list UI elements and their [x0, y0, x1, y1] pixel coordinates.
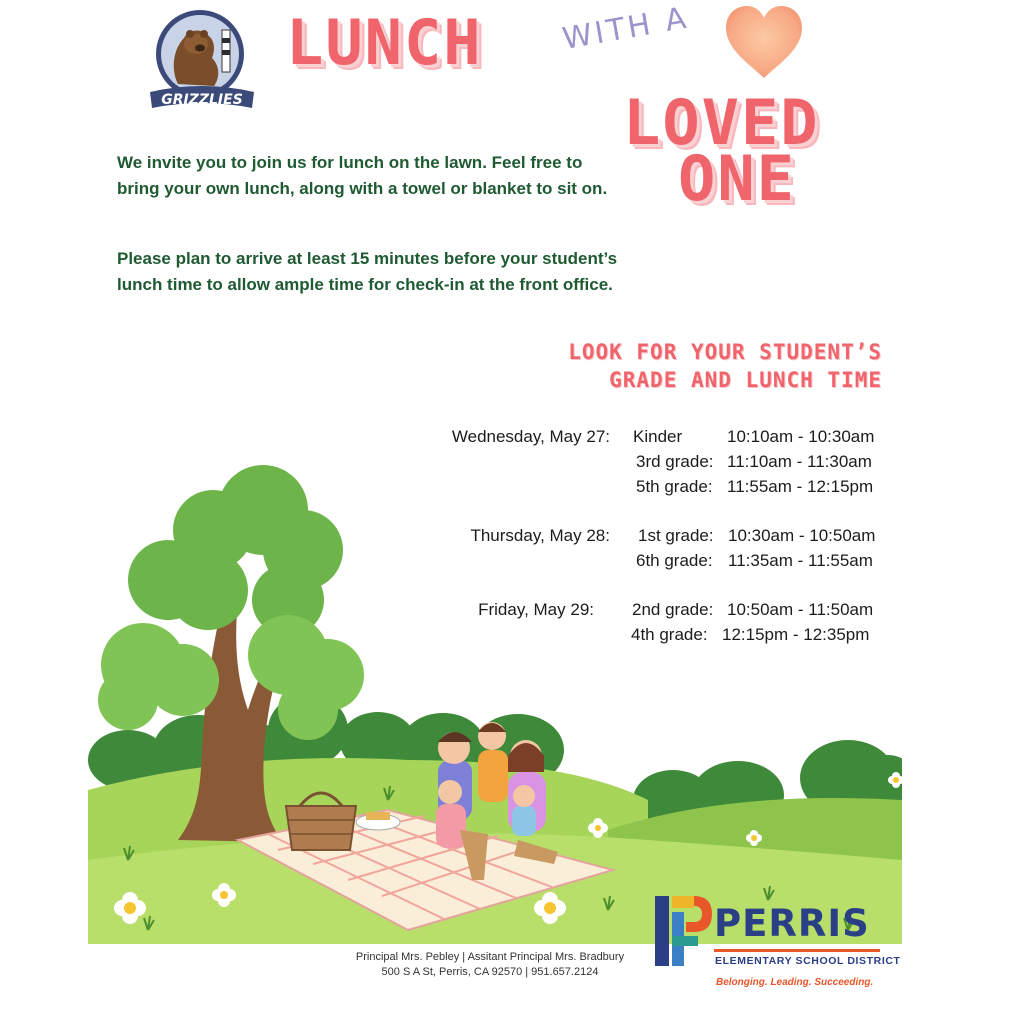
- schedule-grade: 4th grade:: [631, 625, 708, 644]
- schedule-heading-line-1: LOOK FOR YOUR STUDENT’S: [568, 340, 882, 364]
- schedule-time: 11:55am - 12:15pm: [727, 477, 874, 496]
- schedule-grade: 5th grade:: [636, 477, 713, 496]
- schedule-time: 10:10am - 10:30am: [727, 427, 875, 446]
- title-loved: LOVED: [623, 86, 820, 159]
- title-with-a: WITH A: [559, 0, 692, 57]
- schedule-time: 11:35am - 11:55am: [728, 551, 873, 570]
- heart-icon: [722, 2, 806, 82]
- footer-staff: Principal Mrs. Pebley | Assitant Principal Mrs. Bradbury: [355, 951, 625, 963]
- intro-paragraph-2: Please plan to arrive at least 15 minutes before your student’s lunch time to allow ample time for check-in at the front office.: [117, 249, 618, 294]
- schedule-time: 10:50am - 11:50am: [727, 600, 874, 619]
- logo-text: GRIZZLIES: [161, 92, 243, 108]
- district-tagline: Belonging. Leading. Succeeding.: [716, 977, 874, 988]
- schedule-grade: 3rd grade:: [636, 452, 714, 471]
- schedule-time: 12:15pm - 12:35pm: [722, 625, 870, 644]
- perris-p-logo: [652, 892, 714, 968]
- schedule-day-friday: Friday, May 29:: [478, 600, 594, 619]
- picnic-scene: [88, 460, 902, 944]
- district-divider: [714, 949, 880, 952]
- schedule-grade: 6th grade:: [636, 551, 713, 570]
- schedule-heading-line-2: GRADE AND LUNCH TIME: [609, 368, 882, 392]
- title-one: ONE: [678, 142, 796, 215]
- schedule-grade: 1st grade:: [638, 526, 714, 545]
- district-subtitle: ELEMENTARY SCHOOL DISTRICT: [715, 955, 901, 967]
- schedule-grade: 2nd grade:: [632, 600, 714, 619]
- district-name: PERRIS: [714, 902, 870, 945]
- grizzlies-logo: [148, 8, 256, 112]
- footer-address: 500 S A St, Perris, CA 92570 | 951.657.2124: [381, 966, 599, 978]
- schedule-time: 11:10am - 11:30am: [727, 452, 872, 471]
- intro-paragraph-1: We invite you to join us for lunch on the lawn. Feel free to bring your own lunch, along with a towel or blanket to sit on.: [117, 153, 608, 198]
- schedule-day-wednesday: Wednesday, May 27:: [451, 427, 610, 446]
- schedule-grade: Kinder: [633, 427, 683, 446]
- schedule-time: 10:30am - 10:50am: [728, 526, 876, 545]
- schedule-day-thursday: Thursday, May 28:: [470, 526, 610, 545]
- title-lunch: LUNCH: [286, 6, 483, 79]
